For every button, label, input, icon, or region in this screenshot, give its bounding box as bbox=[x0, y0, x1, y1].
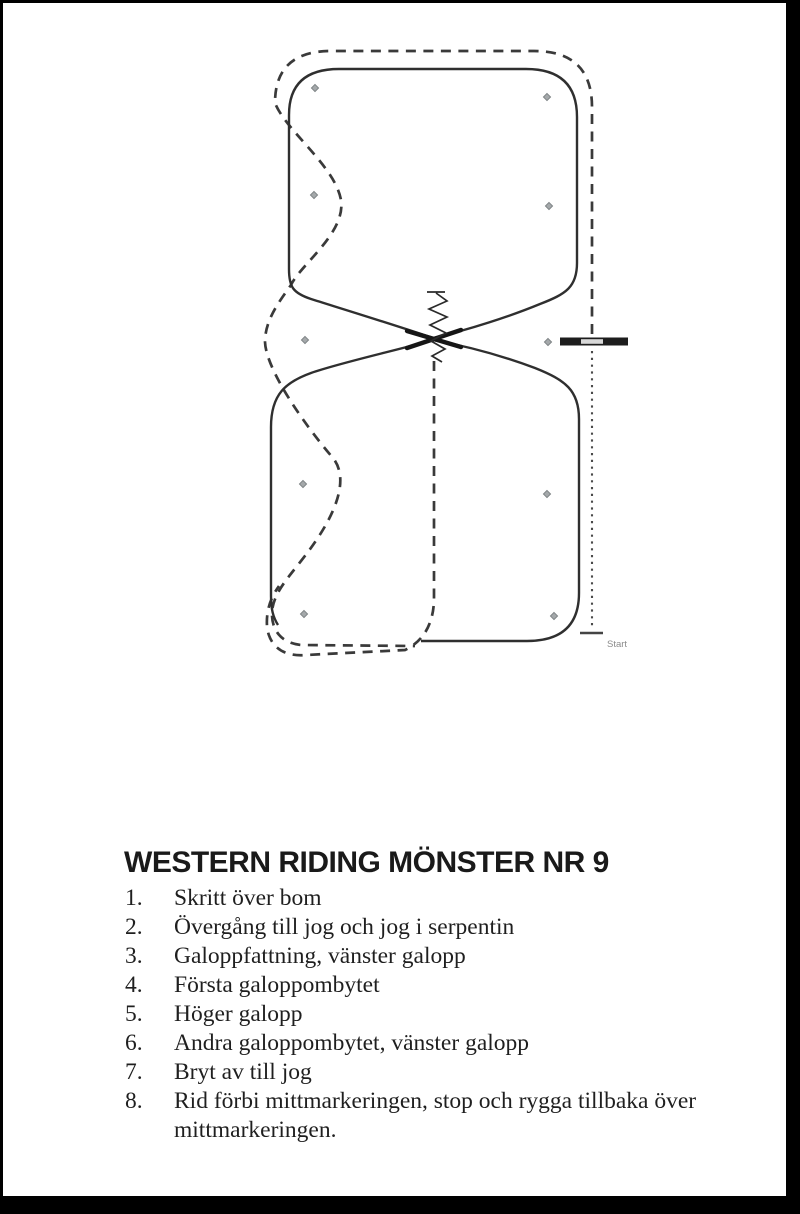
pattern-step bbox=[125, 942, 735, 971]
cone-icon bbox=[299, 480, 306, 487]
cone-icon bbox=[301, 336, 308, 343]
pattern-step bbox=[125, 1000, 735, 1029]
pattern-step-list bbox=[125, 884, 735, 1145]
step-text: Första galoppombytet bbox=[174, 972, 380, 998]
cone-icon bbox=[310, 191, 317, 198]
step-text: Skritt över bom bbox=[174, 885, 322, 911]
step-number: 4. bbox=[125, 972, 143, 998]
pattern-step bbox=[125, 971, 735, 1000]
cone-icon bbox=[544, 338, 551, 345]
step-number: 6. bbox=[125, 1030, 143, 1056]
lope-path-bottom-right bbox=[421, 340, 579, 641]
jog-serpentine-path bbox=[265, 51, 592, 646]
riding-pattern-diagram bbox=[3, 3, 786, 703]
cone-icon bbox=[550, 612, 557, 619]
cone-icon bbox=[300, 610, 307, 617]
step-text: Rid förbi mittmarkeringen, stop och rygga tillbaka över mittmarkeringen. bbox=[174, 1088, 697, 1143]
step-number: 5. bbox=[125, 1001, 143, 1027]
pattern-step bbox=[125, 1087, 735, 1145]
pattern-step bbox=[125, 913, 735, 942]
step-text: Andra galoppombytet, vänster galopp bbox=[174, 1030, 530, 1056]
centre-line-path bbox=[267, 361, 434, 655]
step-number: 1. bbox=[125, 885, 143, 911]
step-text: Galoppfattning, vänster galopp bbox=[174, 943, 466, 969]
pattern-step bbox=[125, 1058, 735, 1087]
lope-path-bottom-left bbox=[271, 340, 433, 625]
pattern-step bbox=[125, 884, 735, 913]
lope-path-top bbox=[289, 69, 577, 338]
step-text: Bryt av till jog bbox=[174, 1059, 312, 1085]
step-text: Övergång till jog och jog i serpentin bbox=[174, 914, 515, 940]
pattern-step bbox=[125, 1029, 735, 1058]
cone-icon bbox=[545, 202, 552, 209]
cone-icon bbox=[543, 490, 550, 497]
bom-zigzag-icon bbox=[427, 292, 447, 362]
riding-pattern-svg bbox=[3, 3, 786, 703]
cone-icon bbox=[311, 84, 318, 91]
pattern-card bbox=[3, 3, 786, 1196]
step-number: 7. bbox=[125, 1059, 143, 1085]
cone-markers bbox=[299, 84, 557, 619]
centre-marker-bar bbox=[560, 338, 628, 346]
step-number: 8. bbox=[125, 1088, 143, 1114]
cone-icon bbox=[543, 93, 550, 100]
step-number: 3. bbox=[125, 943, 143, 969]
pattern-title: WESTERN RIDING MÖNSTER NR 9 bbox=[124, 846, 609, 879]
step-text: Höger galopp bbox=[174, 1001, 303, 1027]
step-number: 2. bbox=[125, 914, 143, 940]
start-label: Start bbox=[607, 639, 628, 650]
